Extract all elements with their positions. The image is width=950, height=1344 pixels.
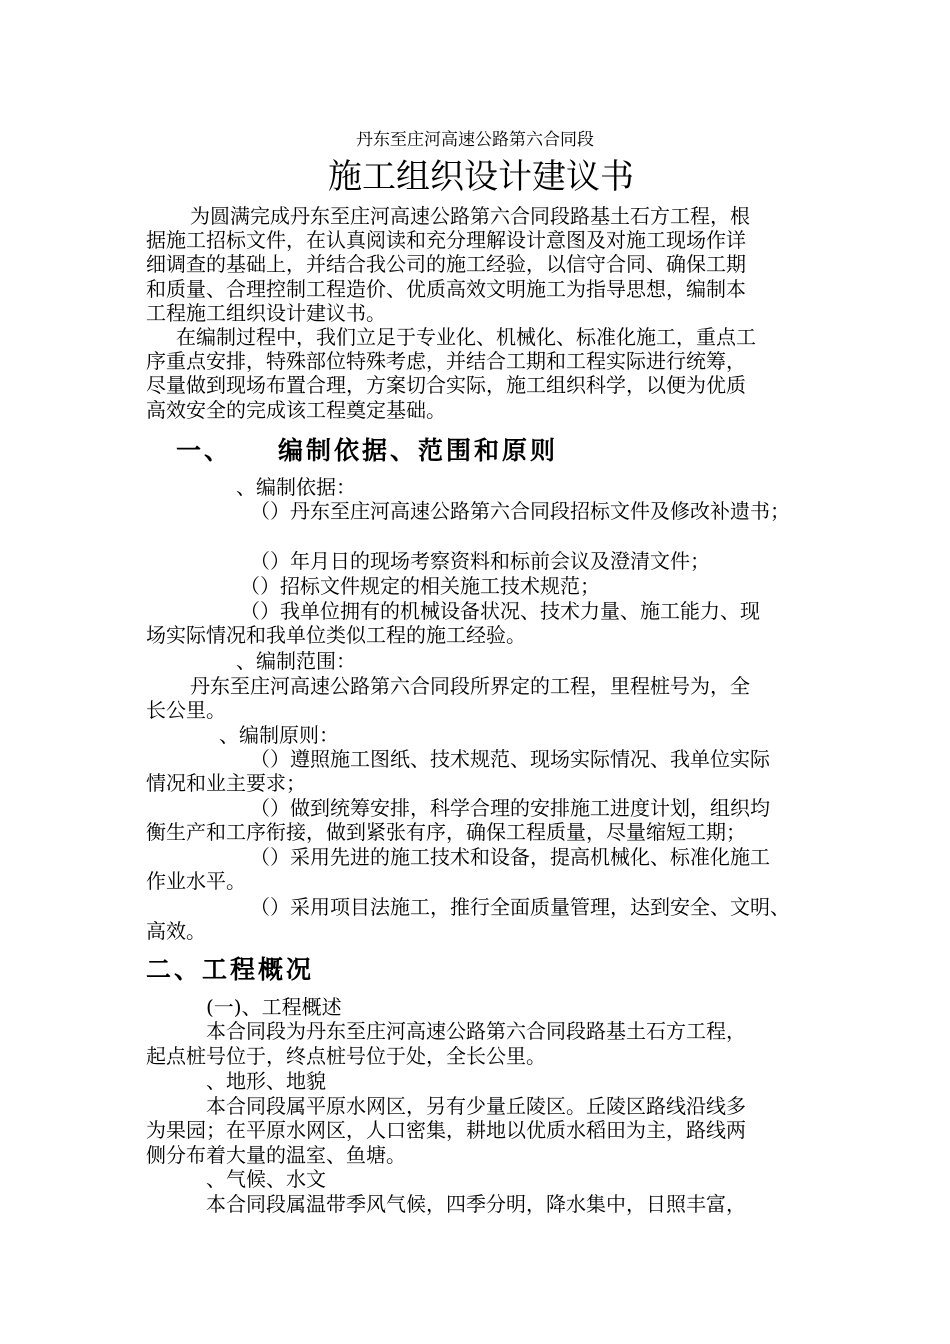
section-heading: 编制依据、范围和原则 <box>278 436 559 465</box>
list-item: （）招标文件规定的相关施工技术规范； <box>240 574 600 598</box>
paragraph-line: 尽量做到现场布置合理，方案切合实际，施工组织科学，以便为优质 <box>146 373 746 397</box>
paragraph-line: 在编制过程中，我们立足于专业化、机械化、标准化施工，重点工 <box>176 325 756 349</box>
document-title: 施工组织设计建议书 <box>328 157 634 197</box>
list-item: （）采用先进的施工技术和设备，提高机械化、标准化施工 <box>250 845 770 869</box>
list-item: （）丹东至庄河高速公路第六合同段招标文件及修改补遗书； <box>250 499 790 523</box>
paragraph-line: 丹东至庄河高速公路第六合同段所界定的工程，里程桩号为，全 <box>190 674 750 698</box>
list-item: （）我单位拥有的机械设备状况、技术力量、施工能力、现 <box>240 599 760 623</box>
list-item: （）遵照施工图纸、技术规范、现场实际情况、我单位实际 <box>250 747 770 771</box>
paragraph-line: 序重点安排，特殊部位特殊考虑，并结合工期和工程实际进行统筹， <box>146 349 746 373</box>
list-item: 场实际情况和我单位类似工程的施工经验。 <box>146 623 526 647</box>
paragraph-line: 细调查的基础上，并结合我公司的施工经验，以信守合同、确保工期 <box>146 252 746 276</box>
section-heading: 二、工程概况 <box>146 955 315 984</box>
subsection-heading: 、气候、水文 <box>206 1167 326 1191</box>
list-item: 高效。 <box>146 919 206 943</box>
paragraph-line: 本合同段属温带季风气候，四季分明，降水集中，日照丰富， <box>206 1192 746 1216</box>
list-item: 作业水平。 <box>146 869 246 893</box>
paragraph-line: 侧分布着大量的温室、鱼塘。 <box>146 1143 406 1167</box>
paragraph-line: 为果园；在平原水网区，人口密集，耕地以优质水稻田为主，路线两 <box>146 1118 746 1142</box>
paragraph-line: 工程施工组织设计建议书。 <box>146 301 386 325</box>
subsection-heading: (一)、工程概述 <box>206 995 342 1019</box>
list-item: （）做到统筹安排，科学合理的安排施工进度计划，组织均 <box>250 796 770 820</box>
paragraph-line: 起点桩号位于，终点桩号位于处，全长公里。 <box>146 1044 546 1068</box>
paragraph-line: 高效安全的完成该工程奠定基础。 <box>146 398 446 422</box>
list-item: （）采用项目法施工，推行全面质量管理，达到安全、文明、 <box>250 895 790 919</box>
paragraph-line: 长公里。 <box>146 698 226 722</box>
paragraph-line: 和质量、合理控制工程造价、优质高效文明施工为指导思想，编制本 <box>146 277 746 301</box>
list-item: （）年月日的现场考察资料和标前会议及澄清文件； <box>250 549 710 573</box>
paragraph-line: 据施工招标文件，在认真阅读和充分理解设计意图及对施工现场作详 <box>146 228 746 252</box>
paragraph-line: 本合同段为丹东至庄河高速公路第六合同段路基土石方工程， <box>206 1019 746 1043</box>
list-item: 衡生产和工序衔接，做到紧张有序，确保工程质量，尽量缩短工期； <box>146 820 746 844</box>
list-item: 情况和业主要求； <box>146 771 306 795</box>
subsection-heading: 、编制范围： <box>236 649 356 673</box>
section-heading-number: 一、 <box>176 436 233 465</box>
subsection-heading: 、地形、地貌 <box>206 1069 326 1093</box>
document-subtitle: 丹东至庄河高速公路第六合同段 <box>356 130 594 150</box>
paragraph-line: 为圆满完成丹东至庄河高速公路第六合同段路基土石方工程，根 <box>190 204 750 228</box>
subsection-heading: 、编制原则： <box>219 723 339 747</box>
paragraph-line: 本合同段属平原水网区，另有少量丘陵区。丘陵区路线沿线多 <box>206 1094 746 1118</box>
subsection-heading: 、编制依据： <box>236 475 356 499</box>
